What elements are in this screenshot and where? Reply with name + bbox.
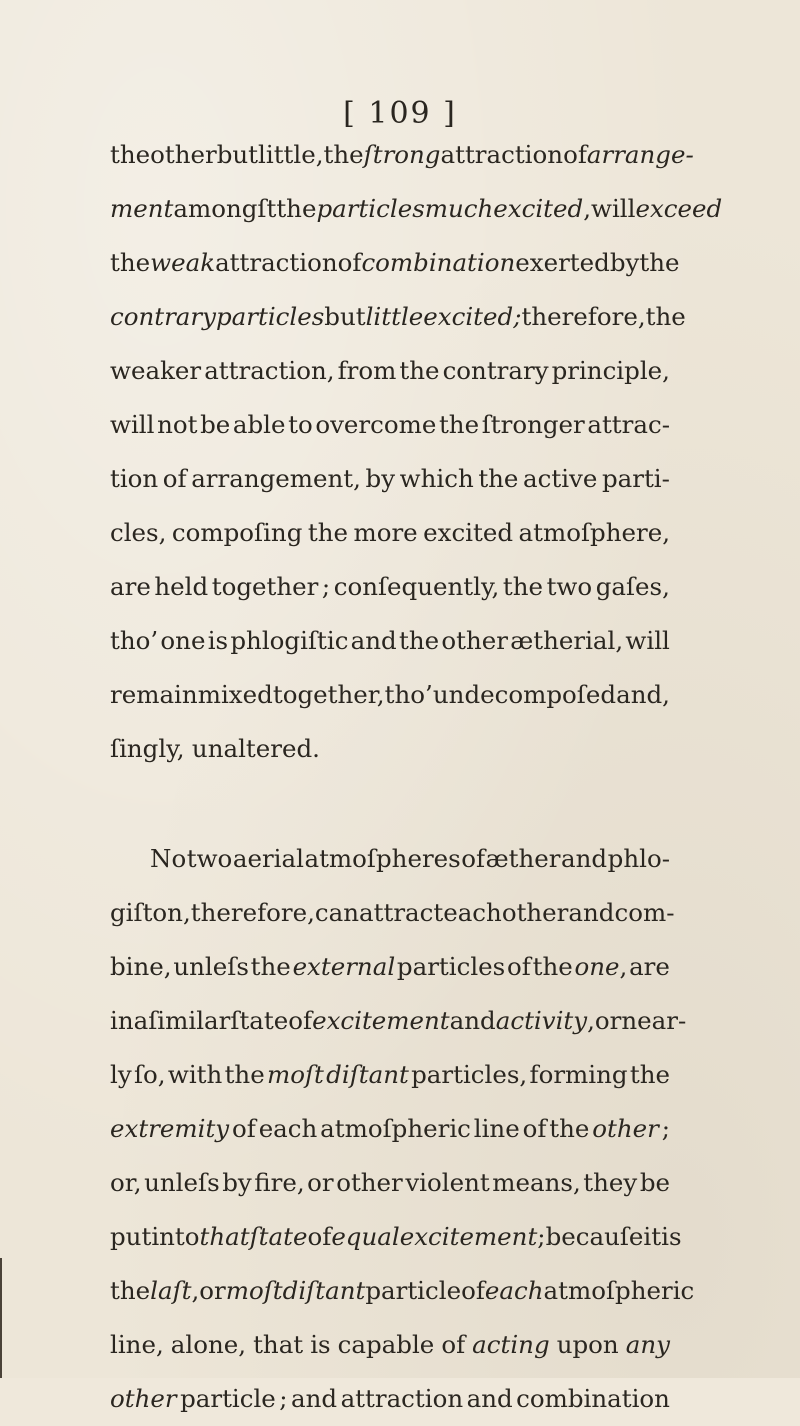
word: attraction — [440, 140, 564, 169]
word: ; — [661, 1114, 670, 1143]
word: into — [151, 1222, 200, 1251]
word: line — [473, 1114, 520, 1143]
word: one — [160, 626, 206, 655]
word: is — [310, 1330, 331, 1359]
word: or — [594, 1006, 622, 1035]
word: will — [590, 194, 636, 223]
word: cles, — [110, 518, 167, 547]
word: the — [250, 952, 291, 981]
word: that — [199, 1222, 250, 1251]
word: ſtrong — [363, 140, 441, 169]
word: exceed — [635, 194, 723, 223]
word: of — [337, 248, 362, 277]
text-line — [110, 290, 686, 344]
word: line, — [110, 1330, 164, 1359]
word: excited, — [493, 194, 591, 223]
text-line — [110, 614, 670, 668]
word: external — [292, 952, 396, 981]
text-line — [110, 1156, 670, 1210]
word: of — [563, 140, 587, 169]
word: the — [110, 1276, 151, 1305]
word: alone, — [170, 1330, 247, 1359]
word: but — [324, 302, 366, 331]
word: arrangement, — [191, 464, 361, 493]
word: which — [399, 464, 474, 493]
word: the — [502, 572, 544, 601]
word: other — [501, 898, 569, 927]
word: particles — [215, 302, 325, 331]
word: the — [639, 248, 680, 277]
word: put — [110, 1222, 152, 1251]
word: fire, — [254, 1168, 305, 1197]
text-line — [110, 1372, 670, 1426]
text-line — [110, 1264, 695, 1318]
word: exerted — [515, 248, 610, 277]
word: of — [232, 1114, 256, 1143]
text-line — [110, 128, 694, 182]
word: phlo- — [607, 844, 670, 873]
page-number-header: [ 109 ] — [343, 96, 457, 131]
text-line — [110, 994, 687, 1048]
text-line — [110, 832, 670, 886]
word: ; — [321, 572, 331, 601]
word: of — [441, 1330, 466, 1359]
word: atmoſpheric — [543, 1276, 695, 1305]
word: excitement — [312, 1006, 450, 1035]
word: aerial — [232, 844, 304, 873]
text-line — [110, 1048, 670, 1102]
word: principle, — [551, 356, 670, 385]
word: upon — [556, 1330, 619, 1359]
word: ſtate — [249, 1222, 308, 1251]
word: of — [507, 952, 531, 981]
word: remain — [110, 680, 198, 709]
word: tion — [110, 464, 159, 493]
word: particles — [396, 952, 506, 981]
word: diſtant — [282, 1276, 366, 1305]
word: ſimilar — [148, 1006, 231, 1035]
word: they — [583, 1168, 638, 1197]
word: and — [350, 626, 397, 655]
word: the — [224, 1060, 265, 1089]
word: the — [323, 140, 364, 169]
word: the — [438, 410, 480, 439]
word: gaſes, — [595, 572, 670, 601]
word: ; — [537, 1222, 546, 1251]
word: attraction — [340, 1384, 464, 1413]
word: ; — [279, 1384, 288, 1413]
word: particles, — [411, 1060, 528, 1089]
word: of — [307, 1222, 332, 1251]
word: much — [424, 194, 494, 223]
text-line — [110, 940, 670, 994]
word: that — [253, 1330, 304, 1359]
word: ſo, — [133, 1060, 166, 1089]
word: of — [461, 1276, 485, 1305]
word: weak — [150, 248, 216, 277]
text-line — [110, 182, 723, 236]
word: forming — [529, 1060, 628, 1089]
word: ſtate — [230, 1006, 289, 1035]
word: it — [643, 1222, 662, 1251]
text-line — [110, 506, 670, 560]
word: not — [157, 410, 198, 439]
word: be — [639, 1168, 670, 1197]
word: two — [186, 844, 233, 873]
word: can — [314, 898, 360, 927]
word: together, — [272, 680, 385, 709]
word: tho’ — [110, 626, 159, 655]
word: from — [337, 356, 397, 385]
word: the — [307, 518, 348, 547]
word: ; — [513, 302, 522, 331]
text-line — [110, 236, 680, 290]
word: unleſs — [144, 1168, 220, 1197]
word: tho’ — [384, 680, 433, 709]
word: diſtant — [326, 1060, 409, 1089]
word: able — [232, 410, 286, 439]
word: of — [162, 464, 187, 493]
word: equal — [331, 1222, 400, 1251]
word: be — [200, 410, 231, 439]
word: the — [549, 1114, 590, 1143]
word: contrary — [442, 356, 549, 385]
text-line — [110, 452, 670, 506]
word: contrary — [110, 302, 216, 331]
word: little, — [258, 140, 324, 169]
word: or — [199, 1276, 226, 1305]
word: or — [307, 1168, 334, 1197]
word: attrac- — [587, 410, 670, 439]
word: a — [133, 1006, 149, 1035]
word: therefore, — [521, 302, 646, 331]
word: becauſe — [545, 1222, 644, 1251]
word: each — [443, 898, 502, 927]
word: more — [353, 518, 418, 547]
word: two — [546, 572, 593, 601]
word: of — [461, 844, 486, 873]
word: undecompoſed — [432, 680, 617, 709]
text-line — [110, 668, 670, 722]
word: ſingly, — [110, 734, 185, 763]
word: parti- — [601, 464, 670, 493]
word: No — [150, 844, 187, 873]
word: other — [441, 626, 508, 655]
word: the — [110, 140, 151, 169]
word: and — [561, 844, 608, 873]
word: are — [629, 952, 670, 981]
word: unaltered. — [191, 734, 320, 763]
word: and — [466, 1384, 513, 1413]
word: particles — [316, 194, 425, 223]
word: therefore, — [190, 898, 315, 927]
word: other — [150, 140, 217, 169]
word: attraction — [215, 248, 338, 277]
word: com- — [614, 898, 675, 927]
word: moſt — [266, 1060, 324, 1089]
word: ment — [110, 194, 174, 223]
word: mixed — [197, 680, 273, 709]
word: particle — [365, 1276, 462, 1305]
word: one, — [574, 952, 628, 981]
word: with — [167, 1060, 223, 1089]
word: atmoſphere, — [518, 518, 670, 547]
word: together — [211, 572, 319, 601]
word: excitement — [399, 1222, 538, 1251]
word: any — [625, 1330, 670, 1359]
word: excited — [423, 518, 514, 547]
word: is — [207, 626, 229, 655]
text-line — [110, 1318, 670, 1372]
word: ætherial, — [510, 626, 624, 655]
word: near- — [621, 1006, 687, 1035]
word: violent — [405, 1168, 490, 1197]
word: unleſs — [173, 952, 249, 981]
word: will — [110, 410, 155, 439]
text-line — [110, 886, 675, 940]
word: by — [365, 464, 396, 493]
word: or, — [110, 1168, 142, 1197]
word: active — [523, 464, 598, 493]
text-line — [110, 560, 670, 614]
text-line — [110, 1210, 682, 1264]
word: the — [399, 356, 440, 385]
word: the — [276, 194, 317, 223]
text-line — [110, 1102, 670, 1156]
word: moſt — [225, 1276, 283, 1305]
word: conſequently, — [333, 572, 500, 601]
word: atmoſpheric — [320, 1114, 471, 1143]
word: by — [609, 248, 640, 277]
body-text — [110, 128, 723, 1426]
text-line — [110, 398, 670, 452]
word: weaker — [110, 356, 202, 385]
word: each — [484, 1276, 544, 1305]
word: of — [288, 1006, 313, 1035]
word: attraction, — [204, 356, 335, 385]
word: are — [110, 572, 151, 601]
word: other — [336, 1168, 403, 1197]
word: and — [291, 1384, 338, 1413]
word: the — [532, 952, 573, 981]
word: phlogiſtic — [230, 626, 349, 655]
word: attract — [359, 898, 444, 927]
word: ſtronger — [481, 410, 585, 439]
word: activity, — [495, 1006, 595, 1035]
paragraph-gap — [110, 776, 670, 832]
text-line — [110, 344, 670, 398]
word: little — [365, 302, 424, 331]
word: giſton, — [110, 898, 191, 927]
word: the — [645, 302, 686, 331]
word: æther — [485, 844, 561, 873]
word: compoſing — [171, 518, 303, 547]
page-edge — [0, 1258, 12, 1378]
word: the — [629, 1060, 670, 1089]
word: excited — [423, 302, 514, 331]
word: laſt, — [150, 1276, 200, 1305]
word: the — [110, 248, 151, 277]
word: amongſt — [173, 194, 277, 223]
word: combination — [516, 1384, 670, 1413]
word: held — [154, 572, 209, 601]
word: other — [110, 1384, 177, 1413]
word: and — [449, 1006, 496, 1035]
word: other — [592, 1114, 659, 1143]
word: atmoſpheres — [304, 844, 461, 873]
word: arrange- — [586, 140, 694, 169]
word: of — [522, 1114, 547, 1143]
word: acting — [472, 1330, 550, 1359]
word: bine, — [110, 952, 172, 981]
word: and — [568, 898, 615, 927]
word: each — [258, 1114, 318, 1143]
text-line — [110, 722, 670, 776]
word: extremity — [110, 1114, 230, 1143]
word: capable — [337, 1330, 435, 1359]
word: is — [661, 1222, 682, 1251]
word: ly — [110, 1060, 132, 1089]
word: but — [216, 140, 259, 169]
word: by — [222, 1168, 252, 1197]
word: means, — [492, 1168, 581, 1197]
word: in — [110, 1006, 134, 1035]
word: will — [625, 626, 670, 655]
word: to — [288, 410, 313, 439]
word: overcome — [315, 410, 437, 439]
word: and, — [616, 680, 670, 709]
word: the — [478, 464, 519, 493]
word: combination — [361, 248, 516, 277]
word: particle — [180, 1384, 276, 1413]
word: the — [399, 626, 440, 655]
